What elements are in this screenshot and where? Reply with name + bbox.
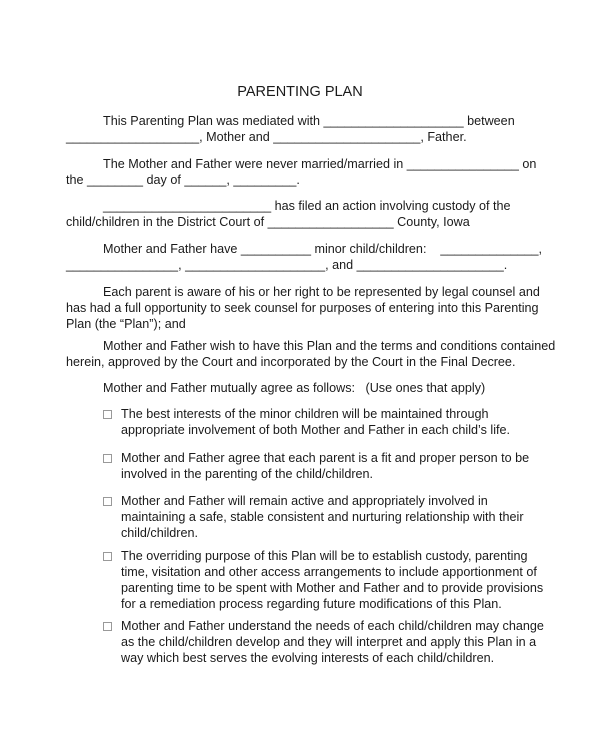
checkbox-icon[interactable] — [103, 622, 112, 631]
text-line: child/children. — [121, 526, 199, 540]
text-line: way which best serves the evolving interests of each child/children. — [121, 651, 495, 665]
text-line: appropriate involvement of both Mother and Father in each child’s life. — [121, 423, 510, 437]
text-line: This Parenting Plan was mediated with ____________________ between — [103, 114, 515, 128]
checkbox-icon[interactable] — [103, 552, 112, 561]
text-line: as the child/children develop and they will interpret and apply this Plan in a — [121, 635, 537, 649]
text-line: The best interests of the minor children will be maintained through — [121, 407, 489, 421]
text-line: maintaining a safe, stable consistent and nurturing relationship with their — [121, 510, 524, 524]
text-line: ___________________, Mother and _____________________, Father. — [66, 130, 467, 144]
text-line: Plan (the “Plan”); and — [66, 317, 186, 331]
text-line: The overriding purpose of this Plan will be to establish custody, parenting — [121, 549, 528, 563]
text-line: ________________, ____________________, and _____________________. — [66, 258, 508, 272]
checkbox-icon[interactable] — [103, 410, 112, 419]
text-line: child/children in the District Court of __________________ County, Iowa — [66, 215, 470, 229]
checkbox-icon[interactable] — [103, 497, 112, 506]
text-line: Mother and Father have __________ minor child/children: ______________, — [103, 242, 542, 256]
checkbox-icon[interactable] — [103, 454, 112, 463]
text-line: herein, approved by the Court and incorporated by the Court in the Final Decree. — [66, 355, 516, 369]
text-line: the ________ day of ______, _________. — [66, 173, 300, 187]
text-line: time, visitation and other access arrangements to include apportionment of — [121, 565, 537, 579]
document-title: PARENTING PLAN — [237, 84, 363, 100]
text-line: Mother and Father wish to have this Plan and the terms and conditions contained — [103, 339, 556, 353]
text-line: involved in the parenting of the child/children. — [121, 467, 374, 481]
text-line: ________________________ has filed an action involving custody of the — [103, 199, 511, 213]
text-line: Mother and Father agree that each parent is a fit and proper person to be — [121, 451, 530, 465]
text-line: Each parent is aware of his or her right to be represented by legal counsel and — [103, 285, 540, 299]
text-line: Mother and Father mutually agree as follows: (Use ones that apply) — [103, 381, 486, 395]
text-line: parenting time to be spent with Mother and Father and to provide provisions — [121, 581, 544, 595]
text-line: The Mother and Father were never married/married in ________________ on — [103, 157, 537, 171]
text-line: Mother and Father understand the needs of each child/children may change — [121, 619, 544, 633]
text-line: Mother and Father will remain active and appropriately involved in — [121, 494, 488, 508]
text-line: for a remediation process regarding future modifications of this Plan. — [121, 597, 502, 611]
text-line: has had a full opportunity to seek counsel for purposes of entering into this Parenting — [66, 301, 539, 315]
